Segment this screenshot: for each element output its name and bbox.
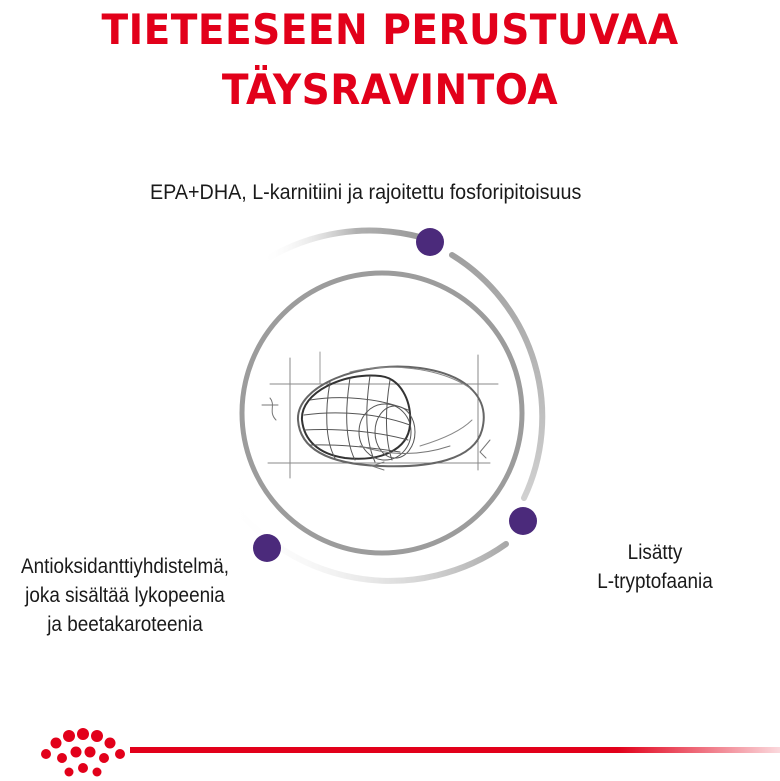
- outer-arc-top: [262, 231, 420, 262]
- benefit-right-line-1: Lisätty: [627, 541, 683, 564]
- benefit-left-line-3: ja beetakaroteenia: [47, 613, 203, 636]
- outer-arc-right: [452, 255, 542, 498]
- benefit-right-line-2: L-tryptofaania: [597, 570, 713, 593]
- benefit-top-label: EPA+DHA, L-karnitiini ja rajoitettu fosforipitoisuus: [150, 181, 582, 204]
- marker-right-dot: [509, 507, 537, 535]
- benefit-left-line-1: Antioksidanttiyhdistelmä,: [20, 555, 230, 578]
- royal-canin-crown-logo: [36, 728, 126, 781]
- footer-red-rule: [130, 747, 780, 753]
- marker-top-dot: [416, 228, 444, 256]
- kibble-sketch-icon: [262, 352, 498, 478]
- benefit-left-line-2: joka sisältää lykopeenia: [25, 584, 225, 607]
- marker-left-dot: [253, 534, 281, 562]
- title-line-2: TÄYSRAVINTOA: [221, 65, 559, 114]
- inner-ring: [242, 273, 522, 553]
- title-line-1: TIETEESEEN PERUSTUVAA: [101, 5, 679, 54]
